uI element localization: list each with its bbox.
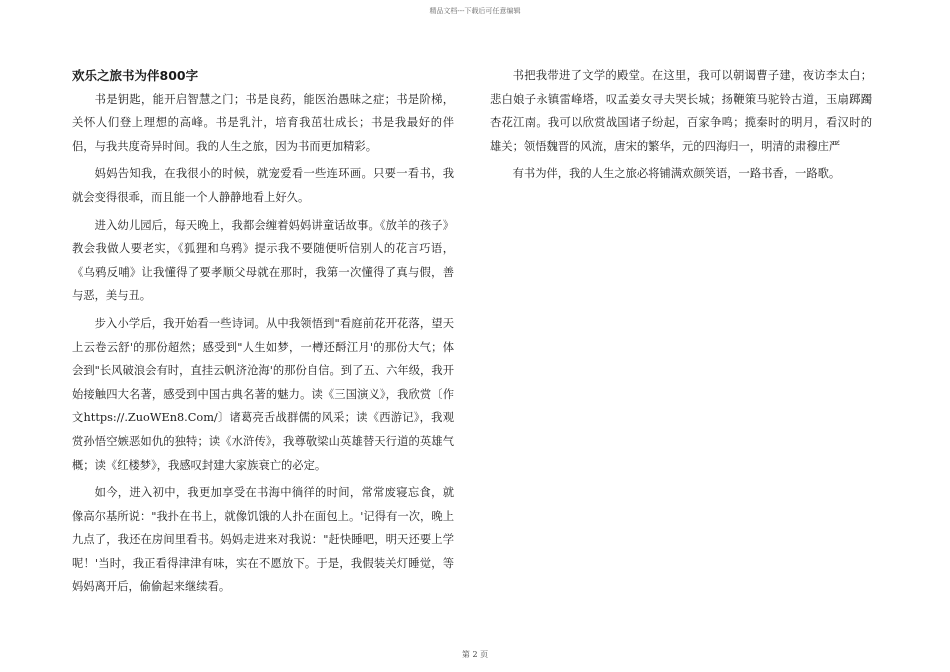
article-title: 欢乐之旅书为伴800字 [72, 68, 199, 83]
paragraph: 如今，进入初中，我更加享受在书海中徜徉的时间，常常废寝忘食，就像高尔基所说："我扑在书上，就像饥饿的人扑在面包上。'记得有一次，晚上九点了，我还在房间里看书。妈妈走进来对我说："赶快睡吧，明天还要上学呢！'当时，我正看得津津有味，实在不愿放下。于是，我假装关灯睡觉，等妈妈离开后，偷偷起来继续看。 [72, 486, 454, 594]
paragraph: 妈妈告知我，在我很小的时候，就宠爱看一些连环画。只要一看书，我就会变得很乖，而且能一个人静静地看上好久。 [72, 167, 454, 204]
paragraph: 有书为伴，我的人生之旅必将铺满欢颜笑语，一路书香，一路歌。 [512, 167, 841, 181]
left-column [72, 64, 454, 599]
paragraph: 书把我带进了文学的殿堂。在这里，我可以朝谒曹子建，夜访李太白；悲白娘子永镇雷峰塔，叹孟姜女寻夫哭长城；扬鞭策马驼铃古道，玉扇踯躅杏花江南。我可以欣赏战国诸子纷起，百家争鸣；揽秦时的明月，看汉时的雄关；领悟魏晋的风流，唐宋的繁华，元的四海归一，明清的肃穆庄严 [490, 69, 872, 153]
paragraph: 步入小学后，我开始看一些诗词。从中我领悟到"看庭前花开花落，望天上云卷云舒'的那份超然；感受到"人生如梦，一樽还酹江月'的那份大气；体会到"长风破浪会有时，直挂云帆济沧海'的那份自信。到了五、六年级，我开始接触四大名著，感受到中国古典名著的魅力。读《三国演义》，我欣赏〔作文https://.ZuoWEn8.Com/〕诸葛亮舌战群儒的风采；读《西游记》，我观赏孙悟空嫉恶如仇的独特；读《水浒传》，我尊敬梁山英雄替天行道的英雄气概；读《红楼梦》，我感叹封建大家族衰亡的必定。 [72, 316, 454, 472]
page-number: 第 2 页 [461, 650, 489, 659]
paragraph: 书是钥匙，能开启智慧之门；书是良药，能医治愚昧之症；书是阶梯，关怀人们登上理想的高峰。书是乳汁，培育我茁壮成长；书是我最好的伴侣，与我共度奇异时间。我的人生之旅，因为书而更加精彩。 [72, 92, 454, 153]
right-column [490, 64, 872, 186]
paragraph: 进入幼儿园后，每天晚上，我都会缠着妈妈讲童话故事。《放羊的孩子》教会我做人要老实，《狐狸和乌鸦》提示我不要随便听信别人的花言巧语，《乌鸦反哺》让我懂得了要孝顺父母就在那时，我第一次懂得了真与假，善与恶，美与丑。 [72, 218, 454, 303]
page-header: 精品文档---下载后可任意编辑 [429, 7, 521, 15]
